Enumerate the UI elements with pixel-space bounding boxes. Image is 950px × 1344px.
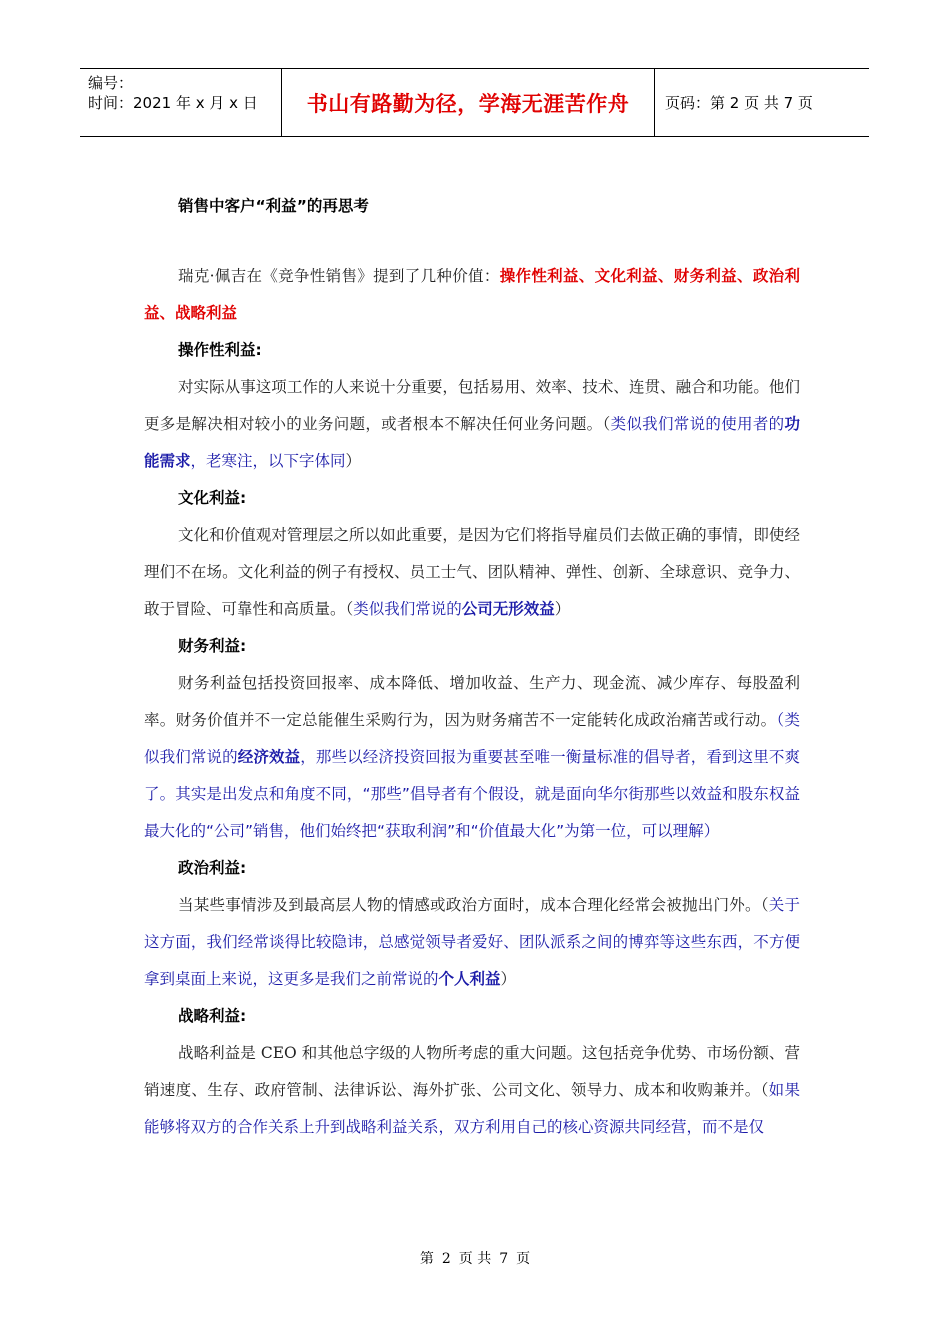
note-close: ） [554,600,571,618]
note-text: 类似我们常说的使用者的 [610,415,785,433]
note-bold-text: 公司无形效益 [461,600,555,618]
footer-suffix: 页 [516,1251,531,1267]
header-motto: 书山有路勤为径，学海无涯苦作舟 [282,69,655,136]
document-body [144,258,800,1146]
footer-prefix: 第 [419,1251,434,1267]
section-paragraph-operational [144,369,800,480]
note-text-after: ，老寒注，以下字体同 [190,452,346,470]
section-text: 财务利益包括投资回报率、成本降低、增加收益、生产力、现金流、减少库存、每股盈利率。财务价值并不一定总能催生采购行为，因为财务痛苦不一定能转化成政治痛苦或行动。 [144,674,800,729]
note-bold-text: 功能需求 [144,415,800,470]
section-note [353,600,555,618]
header-page-info: 页码：第 2 页 共 7 页 [665,94,813,112]
header-number-label: 编号： [88,74,134,92]
header-meta-cell [80,69,282,136]
section-heading-political: 政治利益: [178,859,247,877]
section-text: 对实际从事这项工作的人来说十分重要，包括易用、效率、技术、连贯、融合和功能。他们更多是解决相对较小的业务问题，或者根本不解决任何业务问题。（ [144,378,800,433]
footer-page-number: 2 [441,1251,451,1267]
section-text: 战略利益是 CEO 和其他总字级的人物所考虑的重大问题。这包括竞争优势、市场份额、营销速度、生存、政府管制、法律诉讼、海外扩张、公司文化、领导力、成本和收购兼并。（ [144,1044,800,1099]
note-text: 关于这方面，我们经常谈得比较隐讳，总感觉领导者爱好、团队派系之间的博弈等这些东西，不方便拿到桌面上来说，这更多是我们之前常说的 [144,896,800,988]
note-bold-text: 个人利益 [438,970,501,988]
note-text-after: ，那些以经济投资回报为重要甚至唯一衡量标准的倡导者，看到这里不爽了。其实是出发点和角度不同，“那些”倡导者有个假设，就是面向华尔街那些以效益和股东权益最大化的“公司”销售，他们始终把“获取利润”和“价值最大化”为第一位，可以理解 [144,748,800,840]
footer-total-pages: 7 [499,1251,509,1267]
page-footer [0,1248,950,1268]
section-heading-strategic: 战略利益: [178,1007,247,1025]
document-header [80,68,869,137]
section-paragraph-political [144,887,800,998]
note-bold-text: 经济效益 [237,748,301,766]
section-paragraph-cultural [144,517,800,628]
document-title: 销售中客户“利益”的再思考 [178,197,369,215]
intro-text: 瑞克·佩吉在《竞争性销售》提到了几种价值： [178,267,500,285]
section-heading-financial: 财务利益: [178,637,247,655]
footer-mid: 页 共 [458,1251,492,1267]
section-text: 文化和价值观对管理层之所以如此重要，是因为它们将指导雇员们去做正确的事情，即使经理们不在场。文化利益的例子有授权、员工士气、团队精神、弹性、创新、全球意识、竞争力、敢于冒险、可靠性和高质量。（ [144,526,800,618]
header-time-label: 时间：2021 年 x 月 x 日 [88,94,258,112]
intro-paragraph [144,258,800,332]
section-heading-cultural: 文化利益: [178,489,247,507]
note-close: ） [703,822,720,840]
section-paragraph-strategic [144,1035,800,1146]
section-note [144,711,800,840]
section-heading-operational: 操作性利益: [178,341,262,359]
note-close: ） [500,970,517,988]
note-text: 如果能够将双方的合作关系上升到战略利益关系，双方利用自己的核心资源共同经营，而不是仅 [144,1081,800,1136]
note-text: （类似我们常说的 [144,711,800,766]
note-text: 类似我们常说的 [353,600,462,618]
section-paragraph-financial [144,665,800,850]
section-text: 当某些事情涉及到最高层人物的情感或政治方面时，成本合理化经常会被抛出门外。（ [178,896,769,914]
note-close: ） [345,452,362,470]
intro-highlight: 操作性利益、文化利益、财务利益、政治利益、战略利益 [144,267,800,322]
